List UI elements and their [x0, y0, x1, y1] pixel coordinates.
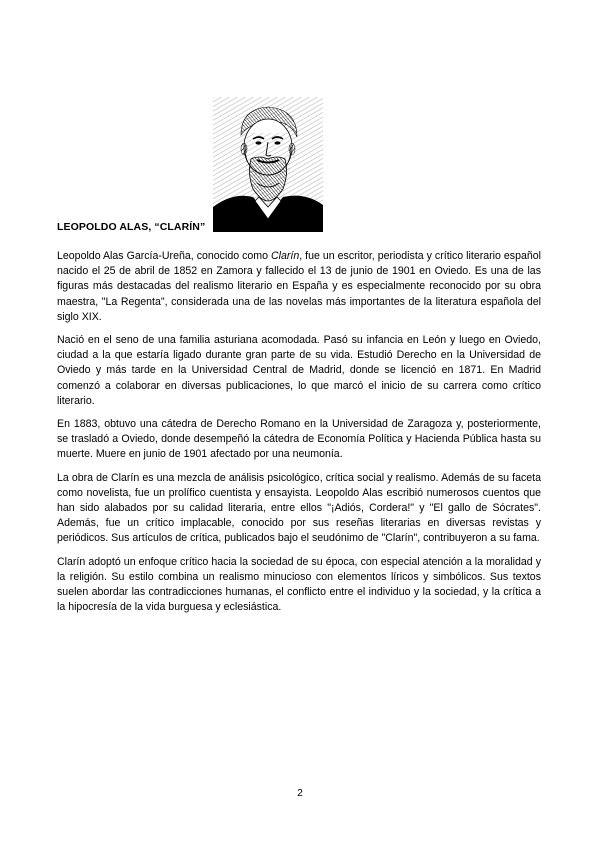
- paragraph-early-life: Nació en el seno de una familia asturiana acomodada. Pasó su infancia en León y luego en Oviedo, ciudad a la que estaría ligado durante gran parte de su vida. Estudió Derecho en la Universidad de Oviedo y más tarde en la Universidad Central de Madrid, donde se licenció en 1871. En Madrid comenzó a colaborar en diversas publicaciones, lo que marcó el inicio de su carrera como crítico literario.: [57, 334, 541, 407]
- paragraph-1-start: Leopoldo Alas García-Ureña, conocido como: [57, 250, 271, 262]
- paragraph-biography: [57, 249, 541, 325]
- document-body: [57, 249, 541, 623]
- page-number: 2: [297, 788, 303, 799]
- paragraph-1-pseudonym: Clarín: [270, 250, 300, 262]
- paragraph-work: La obra de Clarín es una mezcla de análisis psicológico, crítica social y realismo. Además de su faceta como novelista, fue un prolífico cuentista y ensayista. Leopoldo Alas escribió numerosos cuentos que han sido alabados por su calidad literaria, entre ellos "¡Adiós, Cordera!" y "El gallo de Sócrates". Además, fue un crítico implacable, conocido por sus reseñas literarias en diversas revistas y periódicos. Sus artículos de crítica, publicados bajo el seudónimo de "Clarín", contribuyeron a su fama.: [57, 471, 541, 545]
- paragraph-style: Clarín adoptó un enfoque crítico hacia la sociedad de su época, con especial atención a la moralidad y la religión. Su estilo combina un realismo minucioso con elementos líricos y simbólicos. Sus textos suelen abordar las contradicciones humanas, el conflicto entre el individuo y la sociedad, y la crítica a la hipocresía de la vida burguesa y eclesiástica.: [57, 555, 541, 614]
- paragraph-1-end: , fue un escritor, periodista y crítico literario español nacido el 25 de abril de 1852 en Zamora y fallecido el 13 de junio de 1901 en Oviedo. Es una de las figuras más destacadas del realismo literario en España y es especialmente reconocido por su obra maestra, "La Regenta", considerada una de las novelas más importantes de la literatura española del siglo XIX.: [57, 250, 542, 323]
- portrait-engraving-icon: [213, 97, 323, 232]
- page-title: LEOPOLDO ALAS, “CLARÍN”: [57, 221, 206, 233]
- paragraph-career: En 1883, obtuvo una cátedra de Derecho Romano en la Universidad de Zaragoza y, posteriormente, se trasladó a Oviedo, donde desempeñó la cátedra de Economía Política y Hacienda Pública hasta su muerte. Muere en junio de 1901 afectado por una neumonía.: [57, 418, 541, 461]
